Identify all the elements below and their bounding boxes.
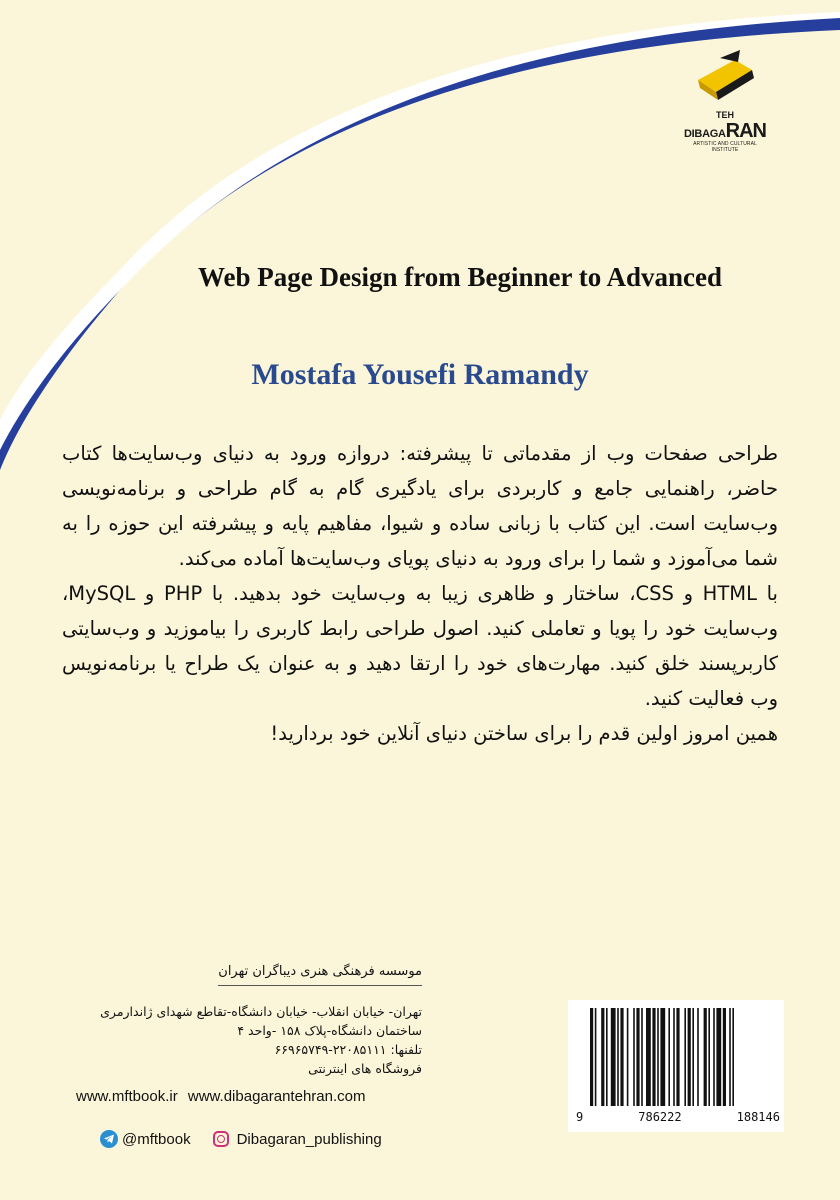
book-title: Web Page Design from Beginner to Advanced <box>198 262 722 292</box>
barcode-bar <box>641 1008 643 1106</box>
barcode-bar <box>708 1008 710 1106</box>
barcode-bar <box>684 1008 686 1106</box>
barcode-bar <box>590 1008 593 1106</box>
description-paragraph-1: طراحی صفحات وب از مقدماتی تا پیشرفته: دروازه ورود به دنیای وب‌سایت‌ها کتاب حاضر، راهنمایی جامع و کاربردی برای یادگیری گام به گام طراحی و برنامه‌نویسی وب‌سایت است. این کتاب با زبانی ساده و شیوا، مفاهیم پایه و پیشرفته این حوزه را به شما می‌آموزد و شما را برای ورود به دنیای پویای وب‌سایت‌ها آماده می‌کند. <box>62 442 778 570</box>
publisher-address-2: ساختمان دانشگاه-پلاک ۱۵۸ -واحد ۴ <box>237 1023 422 1038</box>
barcode-bar <box>657 1008 659 1106</box>
barcode-bar <box>704 1008 707 1106</box>
barcode-bar <box>668 1008 670 1106</box>
barcode-bar <box>688 1008 691 1106</box>
instagram-icon <box>213 1131 229 1147</box>
logo-dibaga: DIBAGA <box>684 128 726 140</box>
barcode-digit-first: 9 <box>576 1110 584 1124</box>
barcode-bar <box>713 1008 715 1106</box>
barcode-bar <box>617 1008 619 1106</box>
barcode-bar <box>646 1008 651 1106</box>
isbn-barcode <box>568 1000 784 1132</box>
description-paragraph-3: همین امروز اولین قدم را برای ساختن دنیای آنلاین خود بردارید! <box>270 722 778 745</box>
barcode-bar <box>660 1008 665 1106</box>
instagram-handle[interactable]: Dibagaran_publishing <box>236 1130 382 1148</box>
url-mftbook[interactable]: www.mftbook.ir <box>76 1088 178 1105</box>
barcode-bar <box>620 1008 623 1106</box>
barcode-bar <box>673 1008 675 1106</box>
author-name: Mostafa Yousefi Ramandy <box>251 358 589 391</box>
barcode-group-1: 786222 <box>638 1110 682 1124</box>
barcode-bars <box>568 1000 784 1110</box>
logo-ran: RAN <box>725 120 766 142</box>
barcode-bar <box>716 1008 721 1106</box>
barcode-number <box>576 1110 780 1124</box>
book-description <box>62 436 778 751</box>
logo-subtitle: ARTISTIC AND CULTURAL INSTITUTE <box>693 141 757 153</box>
barcode-bar <box>697 1008 699 1106</box>
barcode-bar <box>611 1008 616 1106</box>
publisher-address-1: تهران- خیابان انقلاب- خیابان دانشگاه-تقاطع شهدای ژاندارمری <box>100 1004 422 1019</box>
logo-teh: TEH <box>716 110 734 120</box>
publisher-online: فروشگاه های اینترنتی <box>308 1061 422 1076</box>
publisher-phone: تلفنها: ۲۲۰۸۵۱۱۱-۶۶۹۶۵۷۴۹ <box>274 1042 422 1057</box>
barcode-bar <box>676 1008 679 1106</box>
telegram-icon <box>100 1130 118 1148</box>
url-dibagaran[interactable]: www.dibagarantehran.com <box>187 1088 366 1105</box>
barcode-bar <box>729 1008 731 1106</box>
barcode-bar <box>633 1008 635 1106</box>
barcode-bar <box>595 1008 597 1106</box>
barcode-bar <box>652 1008 655 1106</box>
publisher-info <box>62 960 422 1078</box>
barcode-bar <box>606 1008 608 1106</box>
barcode-bar <box>601 1008 604 1106</box>
website-urls <box>76 1088 365 1105</box>
telegram-handle[interactable]: @mftbook <box>122 1130 191 1148</box>
barcode-bar <box>723 1008 726 1106</box>
book-logo-icon <box>680 40 770 110</box>
publisher-name: موسسه فرهنگی هنری دیباگران تهران <box>218 964 422 986</box>
social-links <box>100 1130 382 1148</box>
publisher-logo <box>680 40 770 153</box>
barcode-bar <box>636 1008 639 1106</box>
barcode-group-2: 188146 <box>736 1110 780 1124</box>
barcode-bar <box>732 1008 734 1106</box>
barcode-bar <box>627 1008 629 1106</box>
description-paragraph-2: با HTML و CSS، ساختار و ظاهری زیبا به وب‌سایت خود بدهید. با PHP و MySQL، وب‌سایت خود را پویا و تعاملی کنید. اصول طراحی رابط کاربری را بیاموزید و وب‌سایتی کاربرپسند خلق کنید. مهارت‌های خود را ارتقا دهید و به عنوان یک طراح یا برنامه‌نویس وب فعالیت کنید. <box>62 582 778 710</box>
barcode-bar <box>692 1008 694 1106</box>
